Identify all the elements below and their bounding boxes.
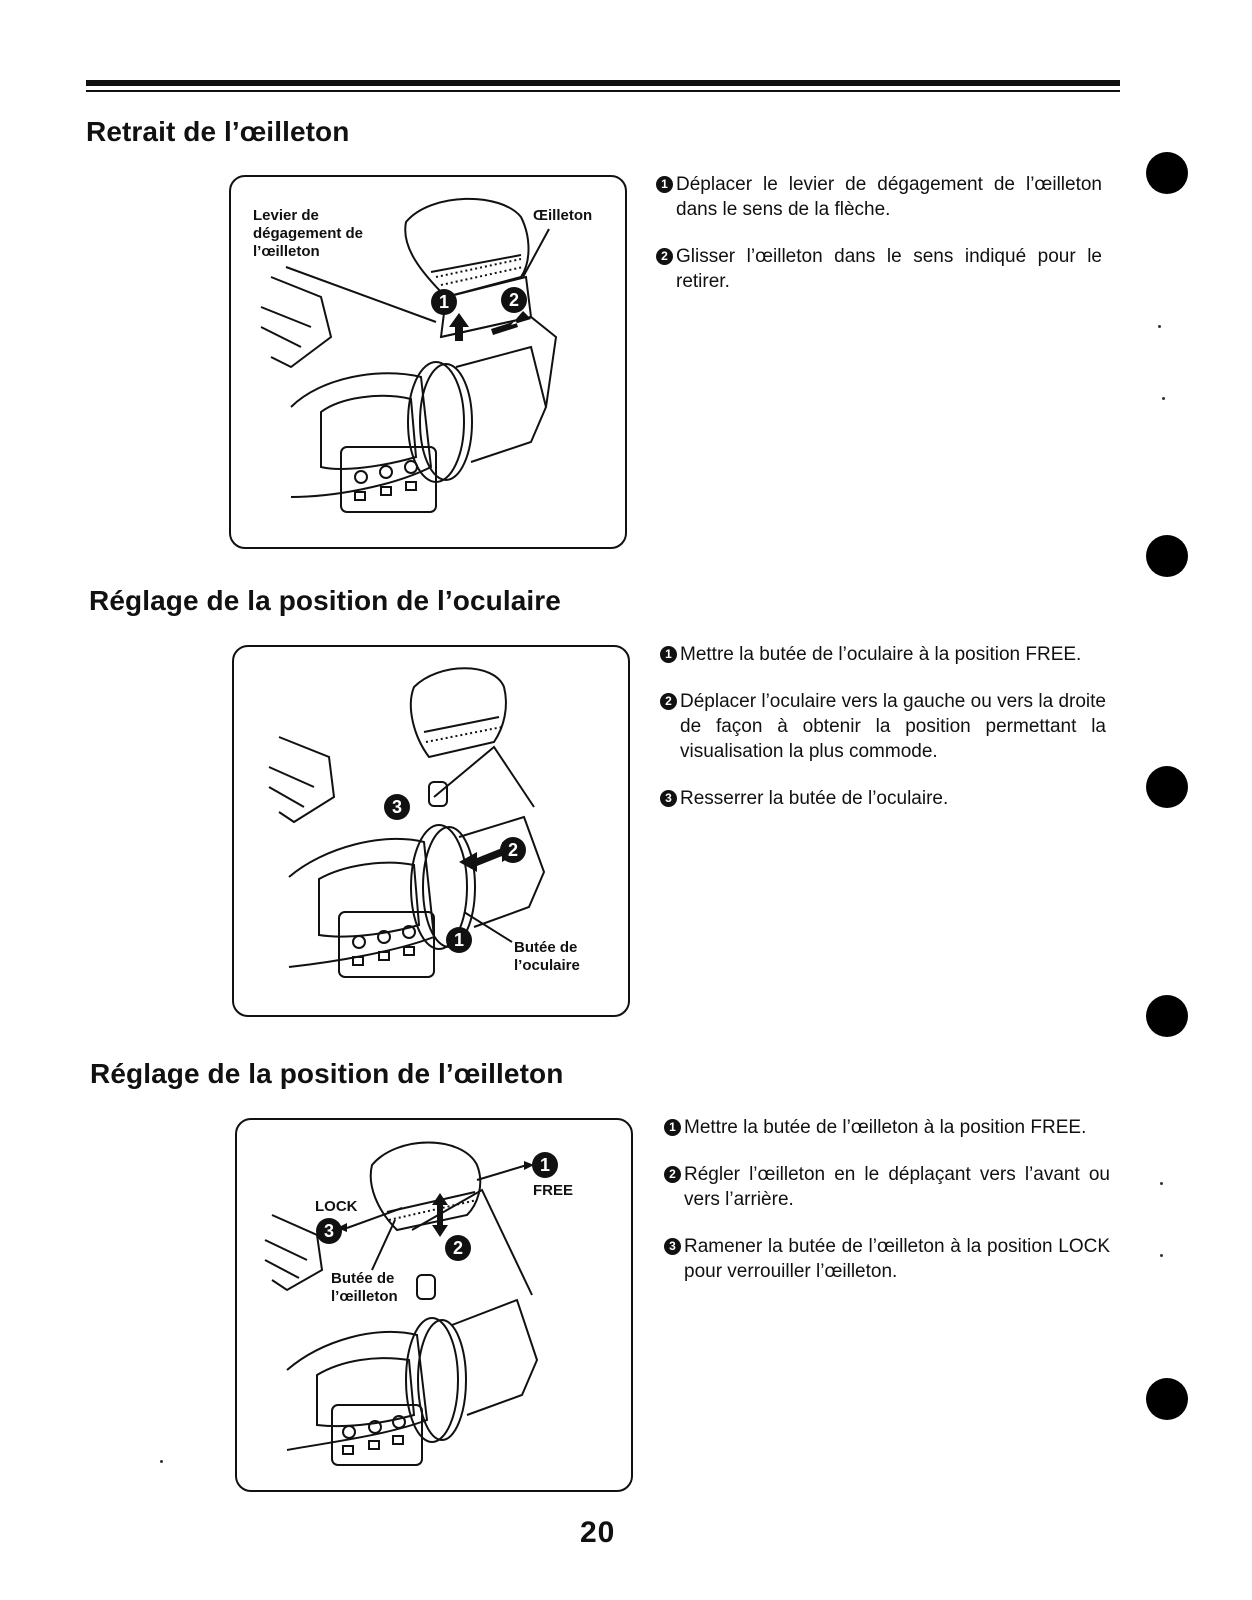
viewfinder-illustration-3	[237, 1120, 631, 1490]
label-release-lever: Levier de dégagement de l’œilleton	[253, 207, 364, 260]
steps-eyecup-removal	[656, 172, 1102, 316]
step-text: Déplacer l’oculaire vers la gauche ou vers la droite de façon à obtenir la position permettant la visualisation la plus commode.	[680, 691, 1106, 762]
step-number-icon: 1	[660, 646, 677, 663]
binder-hole-dot	[1146, 152, 1188, 194]
scan-speck	[1162, 397, 1165, 400]
binder-hole-dot	[1146, 535, 1188, 577]
label-free: FREE	[533, 1182, 574, 1199]
label-eyepiece-stopper: Butée de l’oculaire	[514, 939, 580, 974]
step-item	[656, 172, 1102, 222]
label-lock: LOCK	[315, 1198, 358, 1215]
callout-1: 1	[532, 1152, 558, 1178]
step-text: Mettre la butée de l’œilleton à la position FREE.	[684, 1117, 1087, 1138]
step-number-icon: 2	[664, 1166, 681, 1183]
step-item	[664, 1115, 1110, 1140]
step-item	[664, 1234, 1110, 1284]
section-title-eyepiece-position: Réglage de la position de l’oculaire	[89, 585, 561, 616]
step-text: Régler l’œilleton en le déplaçant vers l’avant ou vers l’arrière.	[684, 1164, 1110, 1210]
binder-hole-dot	[1146, 995, 1188, 1037]
step-item	[664, 1162, 1110, 1212]
section-title-eyecup-removal: Retrait de l’œilleton	[86, 116, 350, 147]
section-title-eyecup-position: Réglage de la position de l’œilleton	[90, 1058, 564, 1089]
scan-speck	[1158, 325, 1161, 328]
callout-1: 1	[431, 289, 457, 315]
step-number-icon: 3	[664, 1238, 681, 1255]
scan-speck	[1160, 1254, 1163, 1257]
callout-2: 2	[445, 1235, 471, 1261]
callout-2: 2	[501, 287, 527, 313]
scan-speck	[160, 1460, 163, 1463]
step-item	[660, 689, 1106, 764]
steps-eyepiece-position	[660, 642, 1106, 833]
step-item	[660, 786, 1106, 811]
step-text: Ramener la butée de l’œilleton à la position LOCK pour verrouiller l’œilleton.	[684, 1236, 1110, 1282]
step-text: Déplacer le levier de dégagement de l’œilleton dans le sens de la flèche.	[676, 174, 1102, 220]
figure-eyecup-position	[235, 1118, 633, 1492]
callout-2: 2	[500, 837, 526, 863]
step-text: Resserrer la butée de l’oculaire.	[680, 788, 949, 809]
figure-eyecup-removal	[229, 175, 627, 549]
step-number-icon: 2	[656, 248, 673, 265]
steps-eyecup-position	[664, 1115, 1110, 1306]
header-rule-thick	[86, 80, 1120, 86]
step-text: Mettre la butée de l’oculaire à la position FREE.	[680, 644, 1082, 665]
callout-3: 3	[384, 794, 410, 820]
page-number: 20	[580, 1516, 616, 1549]
scan-speck	[1160, 1182, 1163, 1185]
step-number-icon: 2	[660, 693, 677, 710]
binder-hole-dot	[1146, 766, 1188, 808]
label-eyecup: Œilleton	[533, 207, 593, 224]
callout-3: 3	[316, 1218, 342, 1244]
label-eyecup-stopper: Butée de l’œilleton	[331, 1270, 398, 1305]
step-text: Glisser l’œilleton dans le sens indiqué pour le retirer.	[676, 246, 1102, 292]
figure-eyepiece-position	[232, 645, 630, 1017]
step-number-icon: 3	[660, 790, 677, 807]
callout-1: 1	[446, 927, 472, 953]
step-item	[660, 642, 1106, 667]
binder-hole-dot	[1146, 1378, 1188, 1420]
step-number-icon: 1	[664, 1119, 681, 1136]
header-rule-thin	[86, 90, 1120, 92]
step-item	[656, 244, 1102, 294]
step-number-icon: 1	[656, 176, 673, 193]
